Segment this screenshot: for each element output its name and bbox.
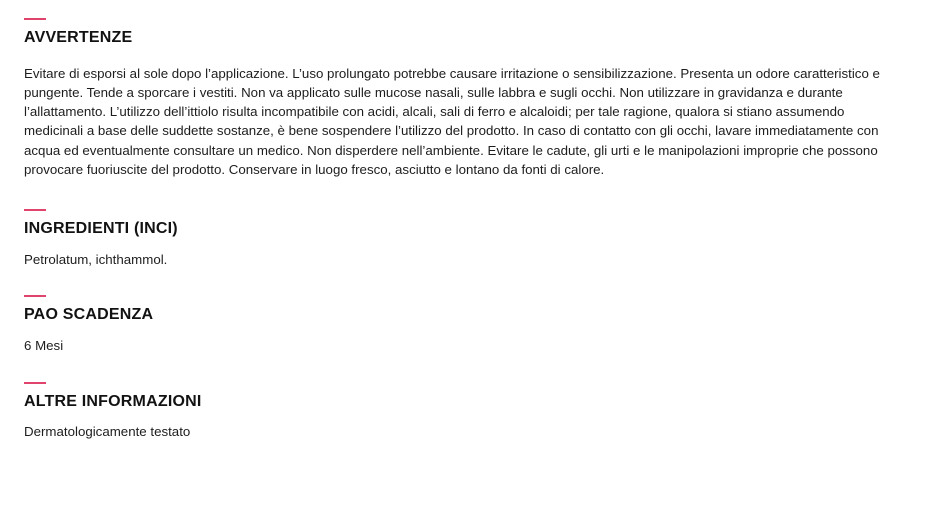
section-title-altre-informazioni: ALTRE INFORMAZIONI [24,392,202,410]
section-body-avvertenze: Evitare di esporsi al sole dopo l’applicazione. L’uso prolungato potrebbe causare irritazione o sensibilizzazione. Presenta un odore caratteristico e pungente. Tende a sporcare i vestiti. Non va applicato sulle mucose nasali, sulle labbra e sugli occhi. Non utilizzare in gravidanza e durante l’allattamento. L’utilizzo dell’ittiolo risulta incompatibile con acidi, alcali, sali di ferro e alcaloidi; per tale ragione, qualora si stiano assumendo medicinali a base delle suddette sostanze, è bene sospendere l’utilizzo del prodotto. In caso di contatto con gli occhi, lavare immediatamente con acqua ed eventualmente consultare un medico. Non disperdere nell’ambiente. Evitare le cadute, gli urti e le manipolazioni improprie che possono provocare fuoriuscite del prodotto. Conservare in luogo fresco, asciutto e lontano da fonti di calore. [24,65,880,177]
section-accent-rule [24,18,46,20]
section-title-avvertenze: AVVERTENZE [24,29,133,46]
section-accent-rule [24,382,46,384]
section-body-altre-informazioni: Dermatologicamente testato [24,424,191,440]
section-body-pao-scadenza: 6 Mesi [24,337,64,353]
section-title-pao-scadenza: PAO SCADENZA [24,306,154,324]
section-pao-scadenza [24,295,903,355]
section-accent-rule [24,295,46,297]
section-altre-informazioni [24,382,903,442]
section-ingredienti [24,209,903,269]
section-body-ingredienti: Petrolatum, ichthammol. [24,251,168,267]
section-accent-rule [24,209,46,211]
section-title-ingredienti: INGREDIENTI (INCI) [24,220,178,238]
section-avvertenze [24,18,903,179]
